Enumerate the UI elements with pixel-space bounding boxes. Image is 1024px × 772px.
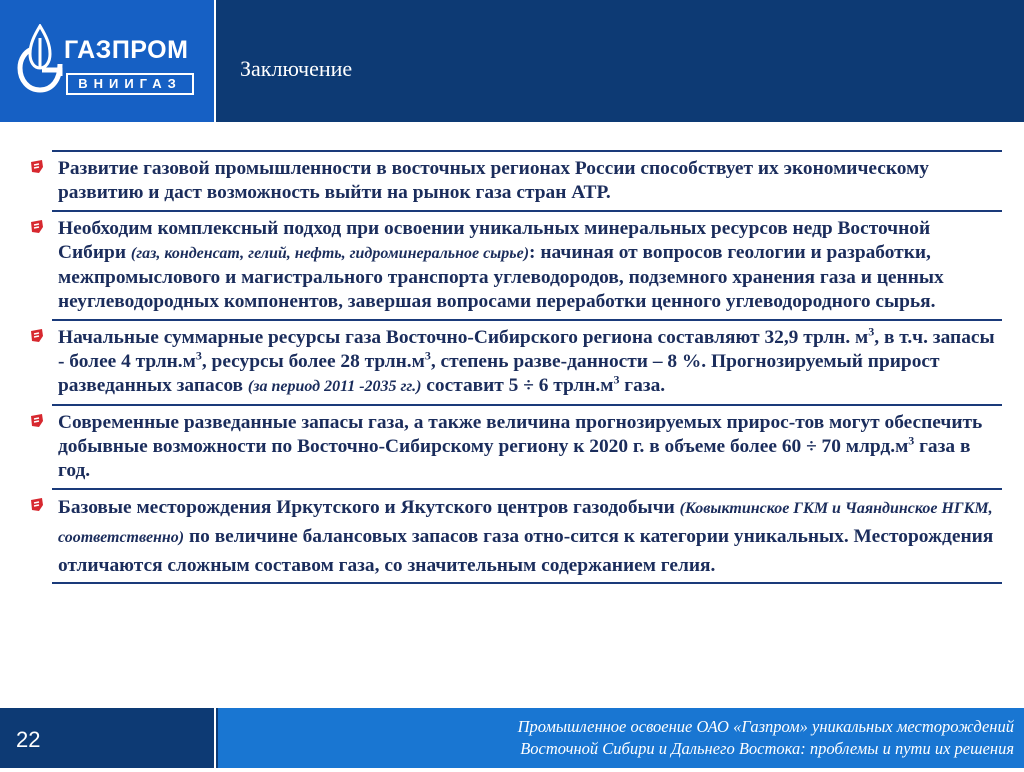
flame-g-icon bbox=[16, 24, 64, 94]
footer-line-2: Восточной Сибири и Дальнего Востока: проблемы и пути их решения bbox=[520, 739, 1014, 758]
item-text: газа в год. bbox=[58, 436, 971, 481]
item-text: составит 5 ÷ 6 трлн.м bbox=[421, 375, 614, 396]
list-item bbox=[52, 150, 1002, 210]
logo-word: ГАЗПРОМ bbox=[64, 36, 189, 64]
bullet-icon bbox=[30, 329, 44, 343]
item-italic-note: (газ, конденсат, гелий, нефть, гидроминеральное сырье) bbox=[130, 245, 530, 262]
bullet-icon bbox=[30, 220, 44, 234]
superscript: 3 bbox=[613, 372, 620, 387]
item-text: , в т.ч. запасы - более 4 трлн.м bbox=[58, 327, 995, 372]
logo-sub: ВНИИГАЗ bbox=[66, 73, 194, 95]
item-text: Развитие газовой промышленности в восточных регионах России способствует их экономическому развитию и даст возможность выйти на рынок газа стран АТР. bbox=[58, 158, 930, 203]
bullet-list bbox=[0, 150, 1024, 584]
footer-line-1: Промышленное освоение ОАО «Газпром» уникальных месторождений bbox=[517, 717, 1014, 736]
superscript: 3 bbox=[868, 324, 875, 339]
page-number: 22 bbox=[0, 708, 216, 768]
item-text: , степень разве-данности – 8 %. Прогнозируемый прирост разведанных запасов bbox=[58, 351, 940, 396]
slide-header bbox=[0, 0, 1024, 122]
item-text: Начальные суммарные ресурсы газа Восточно-Сибирского региона составляют 32,9 трлн. м bbox=[58, 327, 869, 348]
list-item bbox=[52, 319, 1002, 404]
item-text: Необходим комплексный подход при освоении уникальных минеральных ресурсов недр Восточной Сибири bbox=[58, 218, 931, 263]
list-item bbox=[52, 488, 1002, 584]
superscript: 3 bbox=[424, 348, 431, 363]
superscript: 3 bbox=[908, 433, 915, 448]
bullet-icon bbox=[30, 498, 44, 512]
slide-title: Заключение bbox=[240, 56, 353, 81]
footer-caption bbox=[518, 716, 1014, 760]
item-text: Современные разведанные запасы газа, а также величина прогнозируемых прирос-тов могут обеспечить добывные возможности по Восточно-Сибирскому региону к 2020 г. в объеме более 60 ÷ 70 млрд.м bbox=[58, 412, 983, 457]
item-text: газа. bbox=[619, 375, 666, 396]
item-text: : начиная от вопросов геологии и разработки, межпромыслового и магистрального транспорта углеводородов, подземного хранения газа и ценных неуглеводородных компонентов, завершая вопросами переработки ценного углеводородного сырья. bbox=[58, 242, 944, 312]
superscript: 3 bbox=[195, 348, 202, 363]
list-item bbox=[52, 210, 1002, 319]
list-item bbox=[52, 404, 1002, 488]
footer-band bbox=[218, 708, 1024, 768]
bullet-icon bbox=[30, 414, 44, 428]
item-italic-note: (за период 2011 -2035 гг.) bbox=[247, 378, 422, 395]
gazprom-logo bbox=[0, 0, 216, 122]
item-text: Базовые месторождения Иркутского и Якутского центров газодобычи bbox=[58, 497, 680, 518]
bullet-icon bbox=[30, 160, 44, 174]
item-text: , ресурсы более 28 трлн.м bbox=[201, 351, 425, 372]
item-italic-note: (Ковыктинское ГКМ и Чаяндинское НГКМ, соответственно) bbox=[58, 500, 993, 546]
slide-footer bbox=[0, 708, 1024, 768]
item-text: по величине балансовых запасов газа отно-сится к категории уникальных. Месторождения отличаются сложным составом газа, со значительным содержанием гелия. bbox=[58, 526, 994, 576]
